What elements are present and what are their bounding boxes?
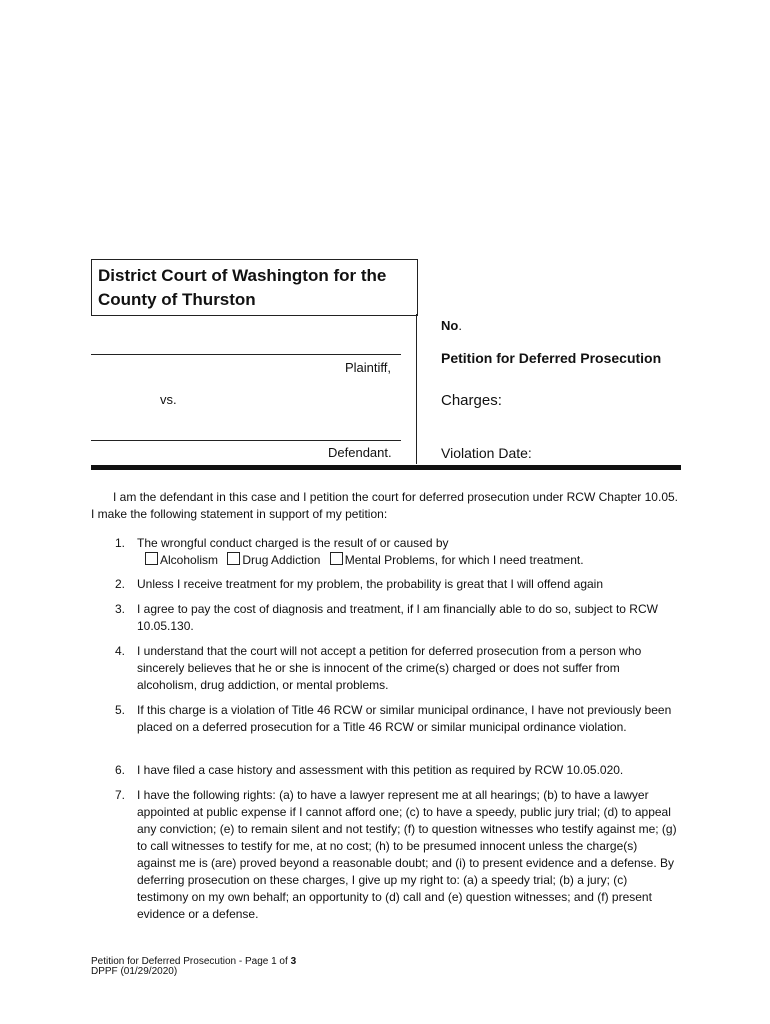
plaintiff-label: Plaintiff,	[345, 360, 392, 375]
court-name-line1: District Court of Washington for the	[98, 266, 387, 285]
defendant-name-line[interactable]	[91, 440, 401, 441]
item-number: 2.	[115, 577, 126, 591]
checkbox-icon[interactable]	[145, 552, 158, 565]
item-number: 4.	[115, 644, 126, 658]
item-number: 1.	[115, 536, 126, 550]
checkbox-alcoholism[interactable]	[145, 552, 218, 567]
checkbox-label: Mental Problems, for which I need treatment.	[344, 553, 584, 567]
checkbox-mental-problems[interactable]	[330, 552, 584, 567]
court-name-line2: County of Thurston	[98, 290, 256, 309]
defendant-label: Defendant.	[328, 445, 392, 460]
caption-divider	[416, 314, 417, 464]
case-number-label	[441, 318, 462, 333]
checkbox-icon[interactable]	[227, 552, 240, 565]
list-item: I understand that the court will not accept a petition for deferred prosecution from a person who sincerely believes that he or she is innocent of the crime(s) charged or does not suffer from alcoholism, drug addiction, or mental problems.	[137, 644, 642, 692]
item-number: 3.	[115, 602, 126, 616]
cause-checkbox-row	[145, 552, 590, 567]
caption-bottom-rule	[91, 465, 681, 470]
checkbox-label: Drug Addiction	[242, 553, 321, 567]
plaintiff-name-line[interactable]	[91, 354, 401, 355]
intro-paragraph: I am the defendant in this case and I petition the court for deferred prosecution under RCW Chapter 10.05. I make the following statement in support of my petition:	[91, 490, 678, 521]
vs-label: vs.	[160, 392, 177, 407]
document-title: Petition for Deferred Prosecution	[441, 350, 662, 366]
case-number-label-text: No	[441, 318, 459, 333]
item-number: 5.	[115, 703, 126, 717]
violation-date-label: Violation Date:	[441, 445, 532, 461]
checkbox-label: Alcoholism	[160, 553, 219, 567]
list-item: I have the following rights: (a) to have a lawyer represent me at all hearings; (b) to have a lawyer appointed at public expense if I cannot afford one; (c) to have a speedy, public jury trial; (d) to appeal any conviction; (e) to remain silent and not testify; (f) to question witnesses who testify against me; (g) to call witnesses to testify for me, at no cost; (h) to be presumed innocent unless the charge(s) against me is (are) proved beyond a reasonable doubt; and (i) to present evidence and a defense. By deferring prosecution on these charges, I give up my right to: (a) a speedy trial; (b) a jury; (c) testimony on my own behalf; an opportunity to (d) call and (e) question witnesses; and (f) present evidence or a defense.	[137, 788, 677, 921]
footer-page-total: 3	[290, 956, 297, 967]
case-number-dot: .	[458, 318, 462, 333]
list-item: Unless I receive treatment for my problem, the probability is great that I will offend again	[137, 577, 604, 591]
list-item: I agree to pay the cost of diagnosis and treatment, if I am financially able to do so, subject to RCW 10.05.130.	[137, 602, 658, 633]
item-number: 6.	[115, 763, 126, 777]
charges-label: Charges:	[441, 392, 502, 409]
item-number: 7.	[115, 788, 126, 802]
form-code: DPPF (01/29/2020)	[91, 966, 178, 977]
list-item: I have filed a case history and assessment with this petition as required by RCW 10.05.020.	[137, 763, 624, 777]
checkbox-drug-addiction[interactable]	[227, 552, 320, 567]
footer-page-text: Petition for Deferred Prosecution - Page 1 of	[91, 956, 291, 967]
checkbox-icon[interactable]	[330, 552, 343, 565]
list-item: The wrongful conduct charged is the result of or caused by	[137, 536, 449, 550]
list-item: If this charge is a violation of Title 46 RCW or similar municipal ordinance, I have not previously been placed on a deferred prosecution for a Title 46 RCW or similar municipal ordinance violation.	[137, 703, 672, 734]
